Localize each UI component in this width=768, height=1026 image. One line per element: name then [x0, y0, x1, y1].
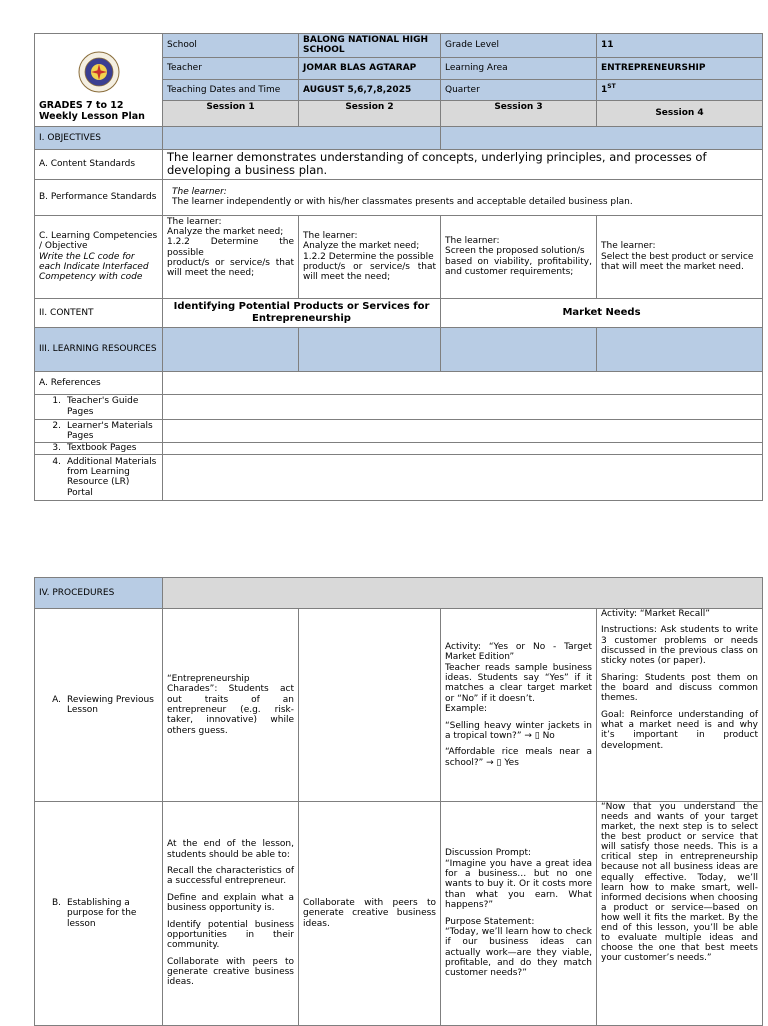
content-topic-sessions-3-4: Market Needs	[441, 298, 763, 327]
competency-session-1: The learner: Analyze the market need; 1.2.2 Determine the possible product/s or service/s that will meet the need;	[163, 215, 299, 298]
content-standards-label: A. Content Standards	[35, 149, 163, 179]
quarter-value: 1ST	[597, 79, 763, 100]
reference-item-tg: 1. Teacher's Guide Pages	[35, 394, 163, 419]
session-2-header: Session 2	[299, 100, 441, 126]
purpose-session-3: Discussion Prompt: “Imagine you have a great idea for a business… but no one wants to buy it. Or it costs more than what you earn. What happens?” Purpose Statement: “Today, we’ll learn how to check if our business ideas can actually work—are they viable, profitable, and do they match customer needs?”	[441, 802, 597, 1026]
teacher-label: Teacher	[163, 57, 299, 79]
header-logo-cell	[35, 34, 163, 127]
session-4-header: Session 4	[597, 100, 763, 126]
competencies-note: Write the LC code for each Indicate Interfaced Competency with code	[39, 251, 149, 283]
reviewing-label: Reviewing Previous Lesson	[67, 694, 154, 715]
objectives-label: I. OBJECTIVES	[35, 126, 163, 149]
teacher-value: JOMAR BLAS AGTARAP	[299, 57, 441, 79]
grade-label: Grade Level	[441, 34, 597, 58]
performance-standards-intro: The learner:	[172, 186, 227, 197]
purpose-label-cell: B. Establishing a purpose for the lesson	[35, 802, 163, 1026]
reviewing-session-1: “Entrepreneurship Charades”: Students act out traits of an entrepreneur (e.g. risk-taker, innovative) while others guess.	[163, 609, 299, 802]
competencies-label-cell	[35, 215, 163, 298]
dates-label: Teaching Dates and Time	[163, 79, 299, 100]
deped-seal-icon	[78, 51, 120, 93]
competency-session-3: The learner: Screen the proposed solution/s based on viability, profitability, and customer requirements;	[441, 215, 597, 298]
area-label: Learning Area	[441, 57, 597, 79]
performance-standards-cell	[163, 179, 763, 215]
purpose-session-1: At the end of the lesson, students should be able to: Recall the characteristics of a successful entrepreneur. Define and explain what a business opportunity is. Identify potential business opportunities in their community. Collaborate with peers to generate creative business ideas.	[163, 802, 299, 1026]
procedures-label: IV. PROCEDURES	[35, 578, 163, 609]
area-value: ENTREPRENEURSHIP	[597, 57, 763, 79]
reviewing-session-3: Activity: “Yes or No - Target Market Edition” Teacher reads sample business ideas. Students say “Yes” if it matches a clear target market or “No” if it doesn’t. Example: “Selling heavy winter jackets in a tropical town?” → ▯ No “Affordable rice meals near a school?” → ▯ Yes	[441, 609, 597, 802]
reference-item-lm: 2. Learner's Materials Pages	[35, 419, 163, 443]
performance-standards-label: B. Performance Standards	[35, 179, 163, 215]
reference-item-textbook: 3. Textbook Pages	[35, 443, 163, 454]
competency-session-2: The learner: Analyze the market need; 1.2.2 Determine the possible product/s or service/s that will meet the need;	[299, 215, 441, 298]
reviewing-label-cell: A. Reviewing Previous Lesson	[35, 609, 163, 802]
purpose-session-4: “Now that you understand the needs and wants of your target market, the next step is to select the best product or service that will satisfy those needs. This is a critical step in entrepreneurship because not all business ideas are equally effective. Today, we’ll learn how to make smart, well-informed decisions when choosing a product or service—based on how well it fits the market. By the end of this lesson, you’ll be able to evaluate multiple ideas and choose the one that best meets your customer’s needs.”	[597, 802, 763, 1026]
session-3-header: Session 3	[441, 100, 597, 126]
session-1-header: Session 1	[163, 100, 299, 126]
procedures-table	[34, 577, 763, 1026]
competency-session-4: The learner: Select the best product or service that will meet the market need.	[597, 215, 763, 298]
competencies-label: C. Learning Competencies / Objective	[39, 230, 158, 252]
learning-resources-label: III. LEARNING RESOURCES	[35, 327, 163, 371]
performance-standards-text: The learner independently or with his/her classmates presents and acceptable detailed business plan.	[172, 197, 633, 208]
plan-title: GRADES 7 to 12 Weekly Lesson Plan	[39, 99, 145, 122]
purpose-label: Establishing a purpose for the lesson	[67, 897, 137, 929]
quarter-label: Quarter	[441, 79, 597, 100]
references-label: A. References	[35, 371, 163, 394]
school-label: School	[163, 34, 299, 58]
purpose-session-2: Collaborate with peers to generate creative business ideas.	[299, 802, 441, 1026]
content-topic-sessions-1-2: Identifying Potential Products or Services for Entrepreneurship	[163, 298, 441, 327]
grade-value: 11	[597, 34, 763, 58]
dates-value: AUGUST 5,6,7,8,2025	[299, 79, 441, 100]
lesson-plan-table	[34, 33, 763, 501]
content-standards-text: The learner demonstrates understanding of concepts, underlying principles, and processes of developing a business plan.	[163, 149, 763, 179]
school-value: BALONG NATIONAL HIGH SCHOOL	[299, 34, 441, 58]
content-label: II. CONTENT	[35, 298, 163, 327]
reference-item-lr-portal: 4. Additional Materials from Learning Resource (LR) Portal	[35, 454, 163, 500]
reviewing-session-4: Activity: “Market Recall” Instructions: Ask students to write 3 customer problems or needs discussed in the previous class on sticky notes (or paper). Sharing: Students post them on the board and discuss common themes. Goal: Reinforce understanding of what a market need is and why it’s important in product development.	[597, 609, 763, 802]
